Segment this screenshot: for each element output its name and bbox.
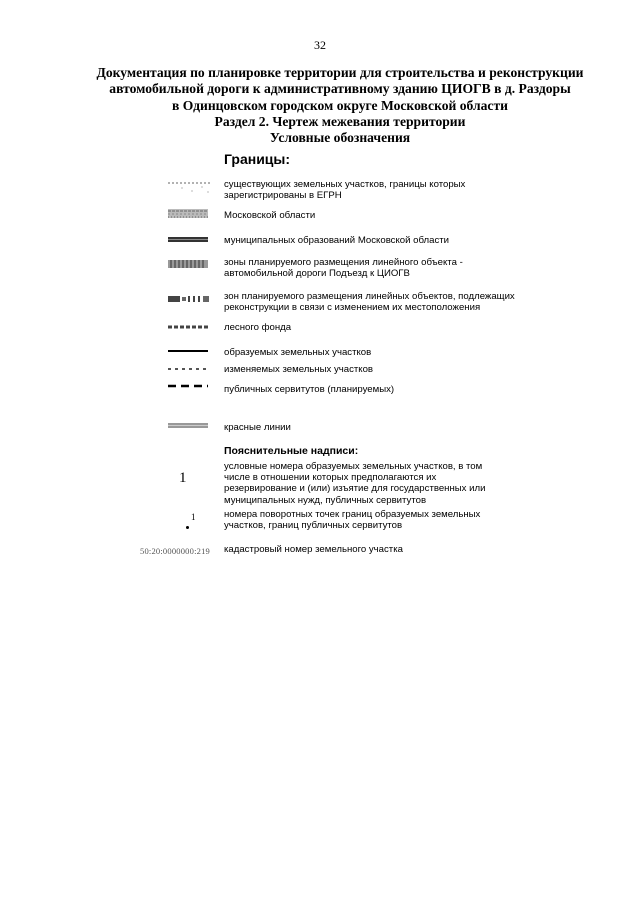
legend-text-moscow-oblast: Московской области bbox=[224, 210, 316, 221]
turning-point-symbol bbox=[184, 512, 204, 534]
document-title bbox=[60, 65, 620, 146]
cadastral-number-symbol: 50:20:0000000:219 bbox=[140, 546, 210, 556]
legend-text-forest: лесного фонда bbox=[224, 322, 292, 333]
thick-solid-band-icon bbox=[168, 235, 208, 245]
note-text-cadastral-number: кадастровый номер земельного участка bbox=[224, 544, 403, 555]
short-dashed-line-icon bbox=[168, 364, 208, 374]
legend-text-reconstruction-zone: зон планируемого размещения линейных объектов, подлежащих реконструкции в связи с изменением их местоположения bbox=[224, 291, 515, 314]
dashed-forest-line-icon bbox=[168, 322, 208, 332]
dash-dot-band-icon bbox=[168, 294, 212, 304]
legend-text-servitudes: публичных сервитутов (планируемых) bbox=[224, 384, 395, 395]
legend-text-changed-parcels: изменяемых земельных участков bbox=[224, 364, 374, 375]
legend-text-red-lines: красные линии bbox=[224, 422, 291, 433]
long-dashed-line-icon bbox=[168, 381, 208, 391]
boundaries-heading: Границы: bbox=[224, 151, 291, 167]
red-line-band-icon bbox=[168, 421, 208, 431]
title-line-3: в Одинцовском городском округе Московской области bbox=[172, 97, 508, 113]
note-text-parcel-number: условные номера образуемых земельных участков, в том числе в отношении которых предполагаются их резервирование и (или) изъятие для государственных или муниципальных нужд, публичных сервитутов bbox=[224, 461, 486, 506]
title-line-2: автомобильной дороги к административному зданию ЦИОГВ в д. Раздоры bbox=[109, 81, 571, 97]
title-line-1: Документация по планировке территории для строительства и реконструкции bbox=[96, 65, 584, 80]
title-line-4: Раздел 2. Чертеж межевания территории bbox=[214, 113, 466, 129]
striped-band-icon bbox=[168, 258, 208, 270]
title-line-5: Условные обозначения bbox=[269, 130, 411, 146]
legend-text-municipal: муниципальных образований Московской области bbox=[224, 235, 450, 246]
notes-heading: Пояснительные надписи: bbox=[224, 445, 359, 457]
hatched-band-icon bbox=[168, 208, 208, 220]
thin-dotted-line-icon bbox=[168, 176, 212, 196]
solid-line-icon bbox=[168, 346, 208, 356]
turning-point-label: 1 bbox=[191, 512, 196, 522]
point-dot-icon bbox=[186, 526, 189, 529]
legend-text-formed-parcels: образуемых земельных участков bbox=[224, 347, 372, 358]
parcel-number-symbol: 1 bbox=[179, 470, 187, 486]
page-number: 32 bbox=[314, 38, 326, 52]
note-text-turning-point: номера поворотных точек границ образуемых земельных участков, границ публичных сервитутов bbox=[224, 509, 481, 532]
legend-text-linear-object-zone: зоны планируемого размещения линейного объекта - автомобильной дороги Подъезд к ЦИОГВ bbox=[224, 257, 463, 280]
legend-text-existing-parcels: существующих земельных участков, границы которых зарегистрированы в ЕГРН bbox=[224, 179, 466, 202]
